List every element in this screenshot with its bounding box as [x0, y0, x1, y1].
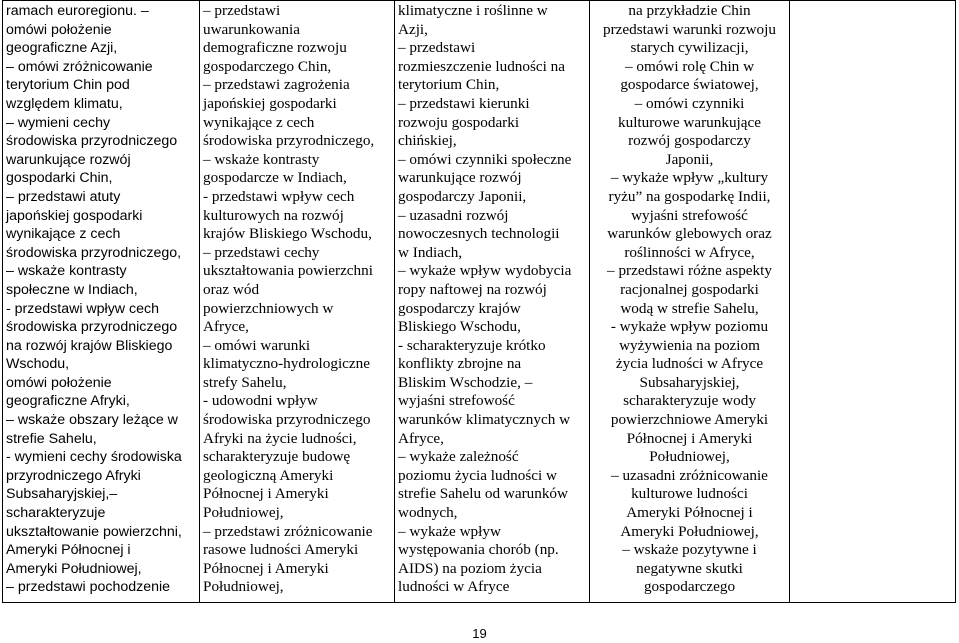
text-line: gospodarczego Chin,	[203, 57, 332, 75]
text-line: – przedstawi pochodzenie	[6, 579, 171, 596]
text-line: środowiska przyrodniczego,	[6, 244, 182, 261]
text-line: występowania chorób (np.	[398, 541, 559, 559]
text-line: Afryce,	[203, 318, 249, 336]
text-line: rasowe ludności Ameryki	[203, 541, 359, 559]
text-line: Ameryki Północnej i	[626, 504, 753, 522]
text-line: Północnej i Ameryki	[203, 559, 329, 577]
text-line: rozwoju gospodarki	[398, 113, 520, 131]
text-line: warunków glebowych oraz	[607, 225, 772, 243]
text-line: Ameryki Południowej,	[620, 522, 759, 540]
text-line: omówi położenie	[6, 374, 112, 391]
text-line: Subsaharyjskiej,–	[6, 486, 118, 503]
text-line: środowiska przyrodniczego	[203, 411, 371, 429]
text-line: geologiczną Ameryki	[203, 466, 334, 484]
text-line: AIDS) na poziom życia	[398, 559, 542, 577]
table-cell-col1	[3, 1, 200, 603]
text-line: powierzchniowych w	[203, 299, 334, 317]
text-line: – omówi rolę Chin w	[624, 57, 755, 75]
text-line: – przedstawi atuty	[6, 188, 121, 205]
text-line: Południowej,	[203, 578, 284, 596]
text-line: powierzchniowe Ameryki	[610, 411, 769, 429]
text-line: Japonii,	[665, 150, 714, 168]
text-line: Azji,	[398, 20, 428, 38]
text-line: warunków klimatycznych w	[398, 411, 571, 429]
text-line: - wymieni cechy środowiska	[6, 449, 182, 466]
text-line: warunkujące rozwój	[398, 169, 522, 187]
text-line: klimatyczne i roślinne w	[398, 2, 548, 19]
text-line: krajów Bliskiego Wschodu,	[203, 225, 372, 243]
text-line: – uzasadni rozwój	[398, 206, 509, 224]
text-line: – przedstawi	[203, 2, 281, 19]
text-line: Ameryki Południowej,	[6, 560, 142, 577]
text-line: gospodarki Chin,	[6, 170, 113, 187]
text-line: scharakteryzuje wody	[623, 392, 756, 410]
text-line: – przedstawi różne aspekty	[607, 262, 772, 280]
text-line: geograficzne Azji,	[6, 40, 118, 57]
text-line: ukształtowania powierzchni	[203, 262, 373, 280]
text-line: nowoczesnych technologii	[398, 225, 560, 243]
text-line: kulturowe ludności	[631, 485, 748, 503]
text-line: – przedstawi cechy	[203, 243, 320, 261]
text-line: na rozwój krajów Bliskiego	[6, 337, 173, 354]
text-line: Południowej,	[649, 448, 730, 466]
text-line: strefie Sahelu,	[6, 430, 97, 447]
text-line: japońskiej gospodarki	[203, 94, 337, 112]
text-line: Ameryki Północnej i	[6, 542, 131, 559]
text-line: omówi położenie	[6, 21, 112, 38]
text-line: gospodarcze w Indiach,	[203, 169, 347, 187]
text-line: scharakteryzuje budowę	[203, 448, 351, 466]
text-line: uwarunkowania	[203, 20, 300, 38]
text-line: – przedstawi	[398, 39, 476, 57]
text-line: japońskiej gospodarki	[6, 207, 143, 224]
text-line: – wskaże obszary leżące w	[6, 412, 178, 429]
text-line: starych cywilizacji,	[630, 39, 749, 57]
text-line: Bliskiego Wschodu,	[398, 318, 521, 336]
text-line: negatywne skutki	[636, 559, 743, 577]
text-line: – przedstawi kierunki	[398, 94, 530, 112]
text-line: klimatyczno-hydrologiczne	[203, 355, 371, 373]
text-line: – wykaże wpływ „kultury	[610, 169, 769, 187]
column-text	[398, 2, 586, 597]
text-line: ropy naftowej na rozwój	[398, 280, 547, 298]
text-line: terytorium Chin,	[398, 76, 500, 94]
text-line: – wskaże pozytywne i	[622, 541, 757, 559]
page-number: 19	[472, 626, 487, 641]
text-line: – przedstawi zagrożenia	[203, 76, 350, 94]
text-line: przyrodniczego Afryki	[6, 467, 141, 484]
text-line: wodą w strefie Sahelu,	[620, 299, 759, 317]
text-line: demograficzne rozwoju	[203, 39, 347, 57]
text-line: konflikty zbrojne na	[398, 355, 522, 373]
text-line: strefie Sahelu od warunków	[398, 485, 568, 503]
text-line: – przedstawi zróżnicowanie	[203, 522, 373, 540]
text-line: na przykładzie Chin	[628, 2, 751, 19]
text-line: roślinności w Afryce,	[624, 243, 755, 261]
text-line: chińskiej,	[398, 132, 457, 150]
text-line: – wykaże zależność	[398, 448, 519, 466]
text-line: – wymieni cechy	[6, 114, 111, 131]
table-row	[3, 1, 956, 603]
text-line: kulturowe warunkujące	[618, 113, 761, 131]
text-line: gospodarczego	[643, 578, 736, 596]
text-line: ludności w Afryce	[398, 578, 510, 596]
text-line: Wschodu,	[6, 356, 70, 373]
text-line: Północnej i Ameryki	[626, 429, 753, 447]
text-line: – omówi czynniki społeczne	[398, 150, 572, 168]
text-line: Subsaharyjskiej,	[639, 373, 740, 391]
column-text	[593, 2, 786, 597]
text-line: Afryki na życie ludności,	[203, 429, 357, 447]
column-text	[203, 2, 391, 597]
text-line: – wykaże wpływ wydobycia	[398, 262, 572, 280]
text-line: - przedstawi wpływ cech	[203, 187, 355, 205]
text-line: wodnych,	[398, 504, 458, 522]
text-line: - udowodni wpływ	[203, 392, 318, 410]
text-line: wynikające z cech	[203, 113, 315, 131]
text-line: wynikające z cech	[6, 226, 121, 243]
text-line: poziomu życia ludności w	[398, 466, 558, 484]
text-line: względem klimatu,	[6, 95, 123, 112]
text-line: ukształtowanie powierzchni,	[6, 523, 182, 540]
text-line: ramach euroregionu. –	[6, 3, 149, 19]
text-line: – wskaże kontrasty	[6, 263, 127, 280]
text-line: Afryce,	[398, 429, 444, 447]
text-line: Południowej,	[203, 504, 284, 522]
text-line: społeczne w Indiach,	[6, 281, 138, 298]
text-line: życia ludności w Afryce	[615, 355, 764, 373]
text-line: gospodarczy krajów	[398, 299, 521, 317]
text-line: oraz wód	[203, 280, 260, 298]
table-cell-col2	[200, 1, 395, 603]
text-line: środowiska przyrodniczego,	[203, 132, 375, 150]
text-line: – omówi zróżnicowanie	[6, 58, 153, 75]
text-line: środowiska przyrodniczego	[6, 133, 178, 150]
text-line: wyżywienia na poziom	[619, 336, 760, 354]
text-line: Północnej i Ameryki	[203, 485, 329, 503]
text-line: rozmieszczenie ludności na	[398, 57, 565, 75]
text-line: środowiska przyrodniczego	[6, 319, 178, 336]
text-line: - scharakteryzuje krótko	[398, 336, 546, 354]
text-line: warunkujące rozwój	[6, 151, 131, 168]
text-line: ryżu” na gospodarkę Indii,	[608, 187, 771, 205]
table-cell-col5-empty	[790, 1, 956, 603]
curriculum-table	[2, 0, 956, 603]
text-line: geograficzne Afryki,	[6, 393, 130, 410]
text-line: przedstawi warunki rozwoju	[603, 20, 776, 38]
text-line: gospodarce światowej,	[620, 76, 759, 94]
text-line: wyjaśni strefowość	[398, 392, 515, 410]
text-line: - przedstawi wpływ cech	[6, 300, 159, 317]
text-line: - wykaże wpływ poziomu	[610, 318, 769, 336]
text-line: terytorium Chin pod	[6, 77, 130, 94]
text-line: – omówi warunki	[203, 336, 311, 354]
table-cell-col3	[395, 1, 590, 603]
text-line: Bliskim Wschodzie, –	[398, 373, 533, 391]
table-cell-col4	[590, 1, 790, 603]
text-line: scharakteryzuje	[6, 505, 106, 522]
text-line: strefy Sahelu,	[203, 373, 287, 391]
text-line: rozwój gospodarczy	[628, 132, 751, 150]
column-text	[6, 2, 196, 597]
text-line: w Indiach,	[398, 243, 463, 261]
text-line: – wskaże kontrasty	[203, 150, 320, 168]
text-line: wyjaśni strefowość	[631, 206, 748, 224]
text-line: gospodarczy Japonii,	[398, 187, 527, 205]
text-line: – wykaże wpływ	[398, 522, 501, 540]
text-line: – uzasadni zróżnicowanie	[611, 466, 768, 484]
text-line: racjonalnej gospodarki	[620, 280, 759, 298]
text-line: – omówi czynniki	[634, 94, 745, 112]
text-line: kulturowych na rozwój	[203, 206, 344, 224]
